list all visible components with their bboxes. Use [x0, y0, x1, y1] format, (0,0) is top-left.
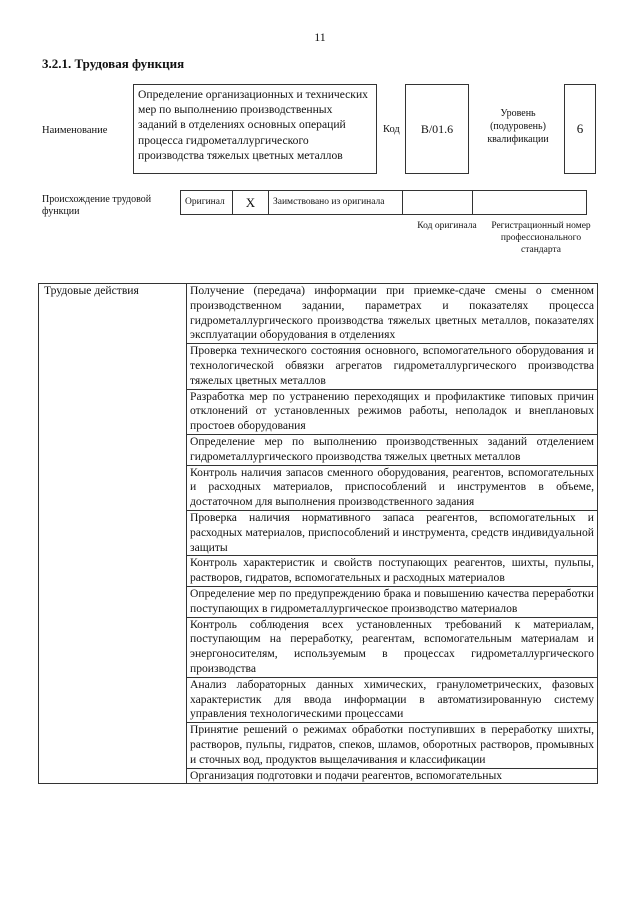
action-item: Контроль наличия запасов сменного оборудования, реагентов, вспомогательных и расходных материалов, приспособлений и инструментов в объеме, достаточном для выполнения производственного задания [187, 465, 598, 510]
level-label: Уровень (подуровень) квалификации [487, 108, 549, 145]
code-value: B/01.6 [420, 121, 454, 136]
action-item: Определение мер по выполнению производственных заданий отделением гидрометаллургического производства тяжелых цветных металлов [187, 434, 598, 465]
action-item: Принятие решений о режимах обработки поступивших в переработку шихты, растворов, пульпы, гидратов, спеков, шламов, оборотных растворов, промывных и сточных вод, продуктов выщелачивания и классификации [187, 723, 598, 768]
actions-clip [38, 283, 600, 848]
actions-header: Трудовые действия [39, 284, 187, 784]
code-label: Код [383, 124, 400, 135]
function-name-box: Определение организационных и технических мер по выполнению производственных заданий в отделениях основных операций процесса гидрометаллургического производства тяжелых цветных металлов [133, 84, 377, 174]
action-item: Контроль характеристик и свойств поступающих реагентов, шихты, пульпы, растворов, гидратов, вспомогательных и расходных материалов [187, 556, 598, 587]
code-original-label: Код оригинала [417, 221, 477, 231]
action-item: Разработка мер по устранению переходящих и профилактике типовых причин отклонений от установленных режимов работы, неполадок и внеплановых простоев оборудования [187, 389, 598, 434]
code-box [405, 84, 469, 174]
page-number: 11 [314, 30, 326, 44]
code-original-cell [403, 191, 473, 215]
action-item: Анализ лабораторных данных химических, гранулометрических, фазовых характеристик для ввода информации в автоматизированную систему управления технологическими процессами [187, 677, 598, 722]
name-label: Наименование [42, 125, 108, 136]
action-item: Проверка наличия нормативного запаса реагентов, вспомогательных и расходных материалов, приспособлений и инструмента, средств индивидуальной защиты [187, 510, 598, 555]
action-item: Контроль соблюдения всех установленных требований к материалам, поступающим на переработку, реагентам, вспомогательным материалам и энергоносителям, используемым в процессах гидрометаллургического производства [187, 617, 598, 677]
action-item: Определение мер по предупреждению брака и повышению качества переработки поступающих в гидрометаллургическое производство материалов [187, 586, 598, 617]
level-value: 6 [576, 121, 584, 136]
borrowed-label: Заимствовано из оригинала [269, 191, 403, 215]
level-box [564, 84, 596, 174]
action-item: Получение (передача) информации при приемке-сдаче смены о сменном производственном задании, параметрах и показателях процесса гидрометаллургического производства тяжелых цветных металлов, показателях эксплуатации оборудования в отделениях [187, 284, 598, 344]
action-item: Организация подготовки и подачи реагентов, вспомогательных [187, 768, 598, 784]
action-item: Проверка технического состояния основного, вспомогательного оборудования и технологической обвязки агрегатов гидрометаллургического производства тяжелых цветных металлов [187, 344, 598, 389]
reg-number-label: Регистрационный номер профессионального стандарта [491, 221, 591, 255]
origin-table [180, 190, 587, 215]
actions-table [38, 283, 598, 784]
reg-number-cell [473, 191, 587, 215]
original-label: Оригинал [181, 191, 233, 215]
original-mark: X [233, 191, 269, 215]
table-row [39, 284, 598, 344]
section-title: 3.2.1. Трудовая функция [42, 56, 185, 71]
origin-label: Происхождение трудовой функции [42, 194, 152, 217]
